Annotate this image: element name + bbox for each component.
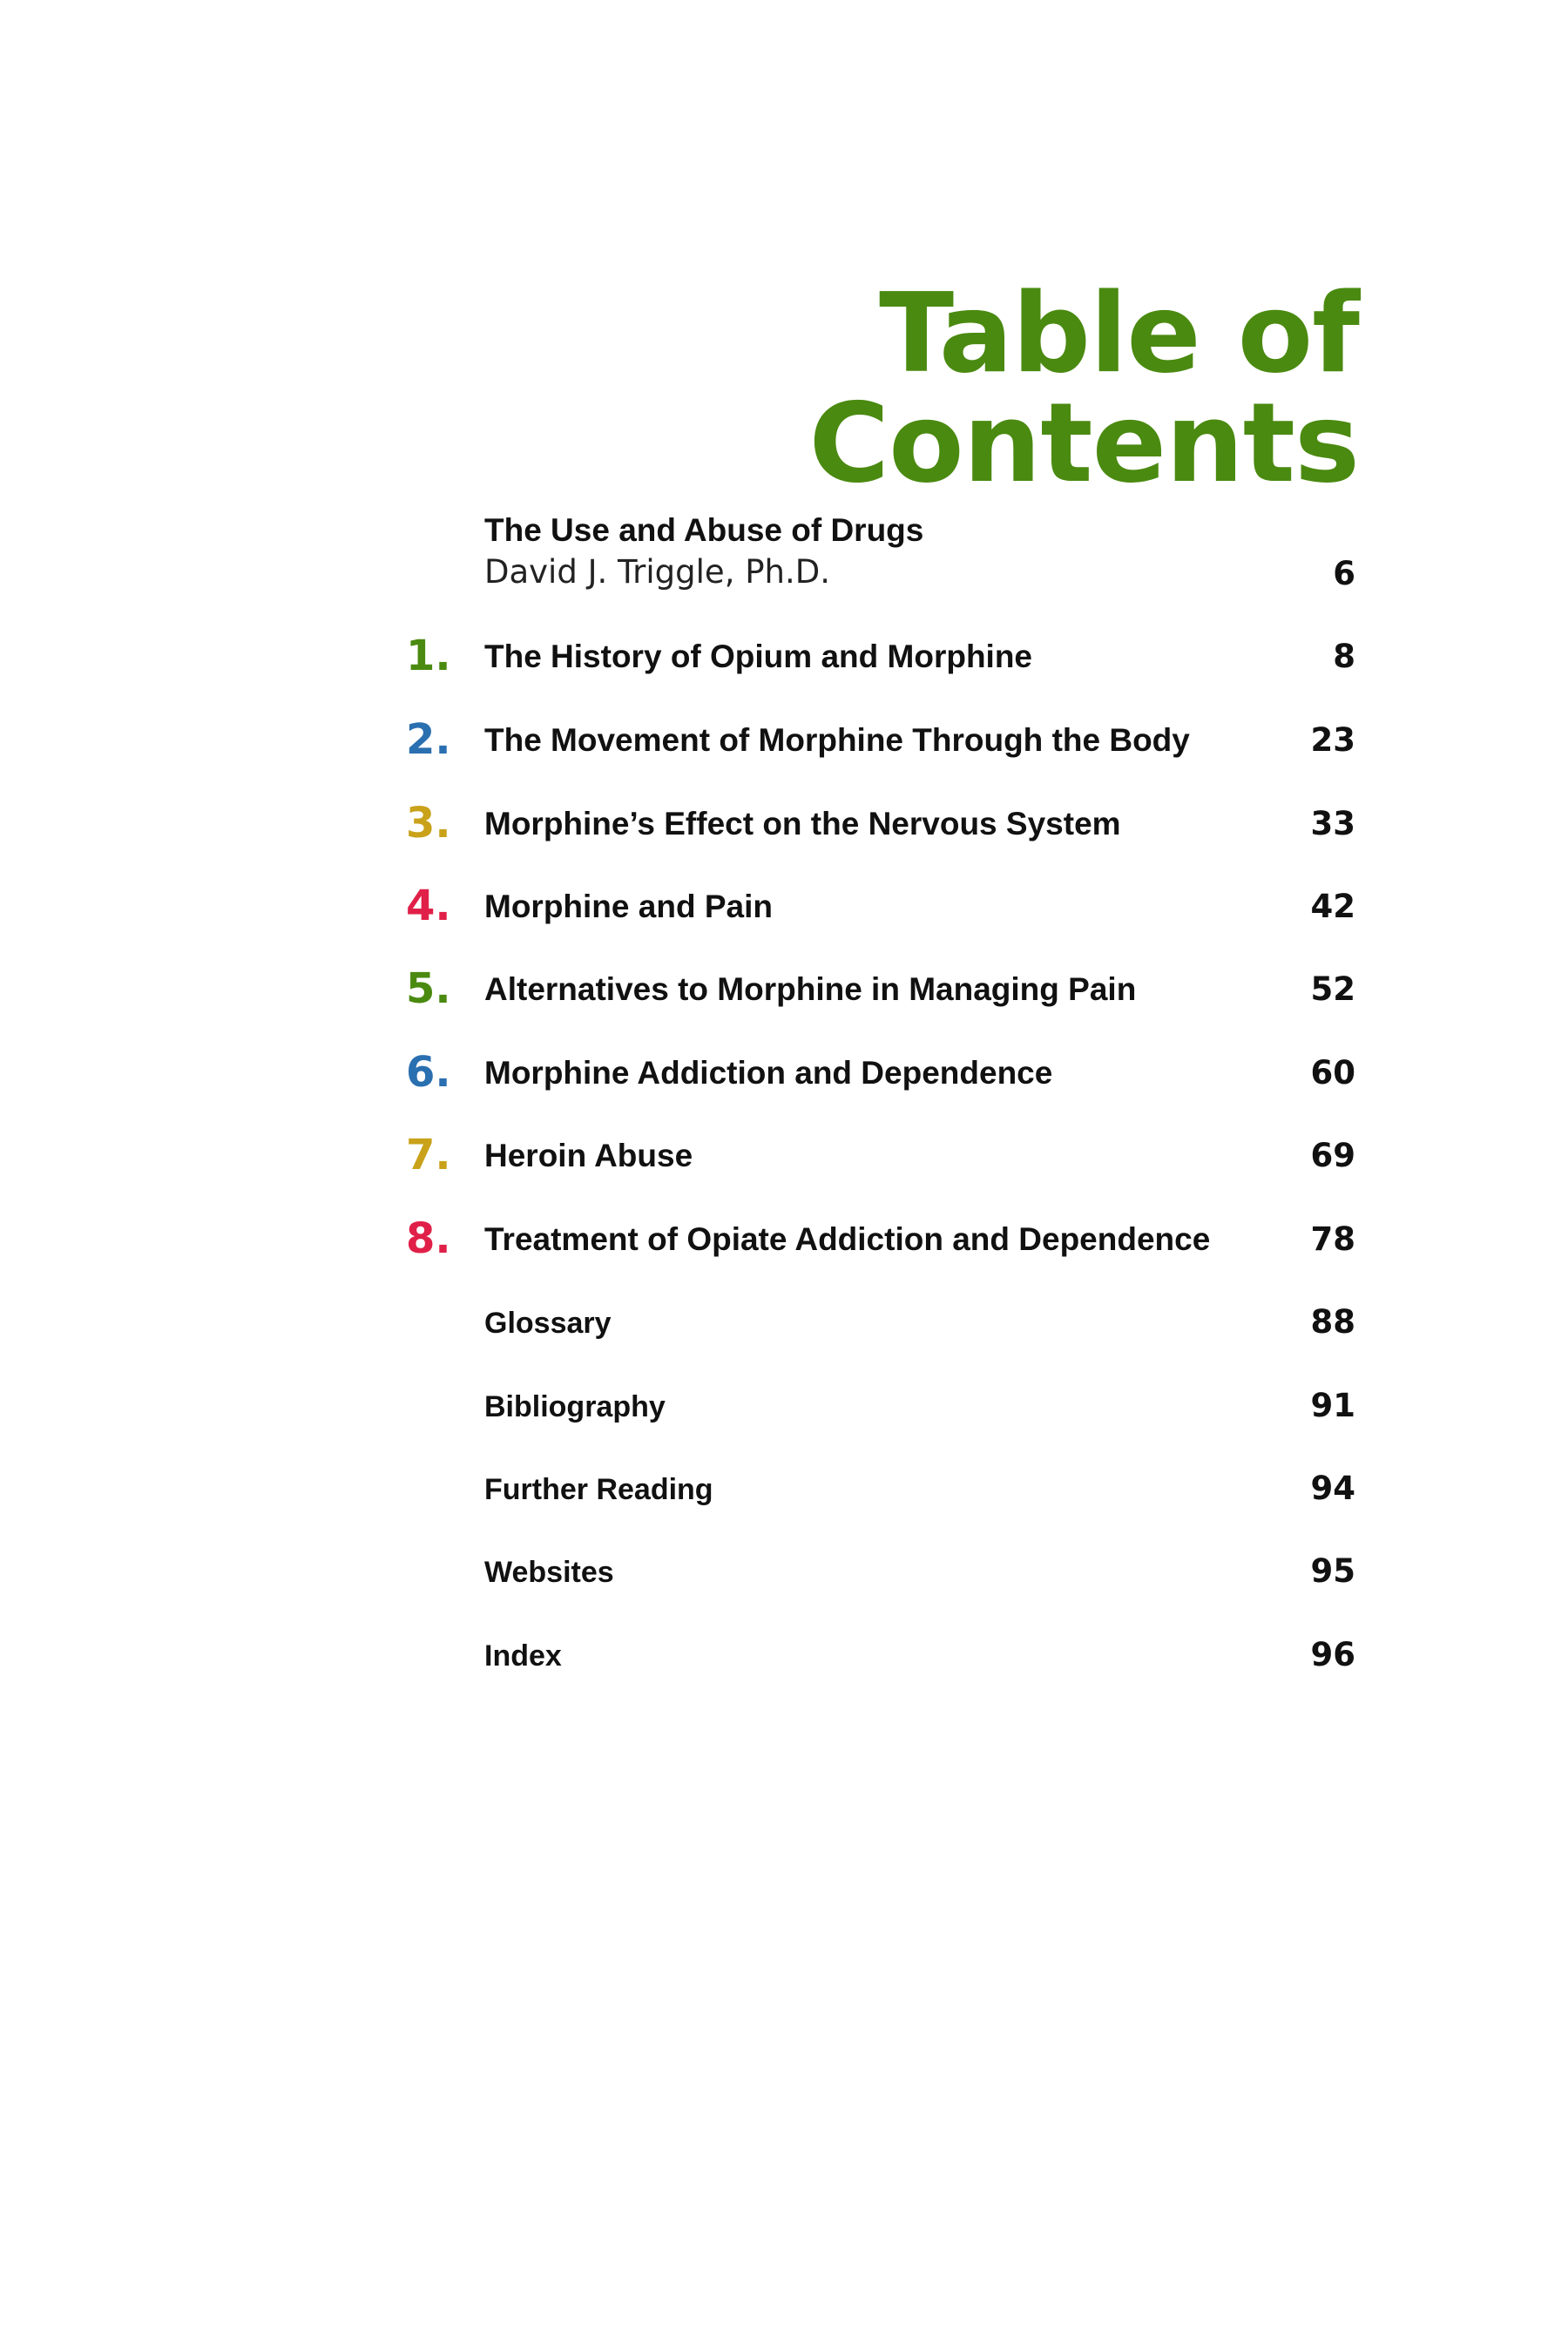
chapter-number: 6. — [406, 1048, 451, 1097]
toc-entry-glossary[interactable] — [0, 1303, 1568, 1349]
toc-entry-bibliography[interactable] — [0, 1389, 1568, 1433]
page-number: 91 — [1310, 1387, 1355, 1424]
back-matter-title: Bibliography — [484, 1390, 666, 1423]
toc-entry-chapter-3[interactable] — [0, 799, 1568, 851]
back-matter-title: Index — [484, 1639, 562, 1673]
chapter-number: 8. — [406, 1214, 451, 1263]
chapter-number: 7. — [406, 1131, 451, 1179]
chapter-title: Morphine Addiction and Dependence — [484, 1055, 1053, 1091]
toc-entry-further-reading[interactable] — [0, 1472, 1568, 1516]
chapter-title: The Movement of Morphine Through the Body — [484, 722, 1190, 758]
toc-entry-chapter-6[interactable] — [0, 1048, 1568, 1100]
page-number: 23 — [1310, 721, 1355, 759]
page-title: Table of Contents — [808, 269, 1359, 507]
chapter-title: Treatment of Opiate Addiction and Dependence — [484, 1221, 1211, 1257]
page-number: 78 — [1310, 1220, 1355, 1258]
page-number: 52 — [1310, 970, 1355, 1008]
back-matter-title: Further Reading — [484, 1473, 713, 1506]
page-number: 95 — [1310, 1552, 1355, 1590]
chapter-title: Heroin Abuse — [484, 1138, 693, 1173]
toc-entry-chapter-2[interactable] — [0, 715, 1568, 767]
back-matter-title: Websites — [484, 1556, 614, 1589]
chapter-number: 1. — [406, 632, 451, 680]
page-number: 8 — [1333, 638, 1355, 675]
chapter-number: 4. — [406, 882, 451, 930]
chapter-title: The History of Opium and Morphine — [484, 639, 1032, 674]
toc-entry-chapter-8[interactable] — [0, 1214, 1568, 1267]
page-number: 96 — [1310, 1636, 1355, 1673]
back-matter-title: Glossary — [484, 1307, 612, 1340]
toc-entry-chapter-1[interactable] — [0, 632, 1568, 684]
chapter-number: 5. — [406, 964, 451, 1013]
page-number: 88 — [1310, 1303, 1355, 1341]
page-number: 33 — [1310, 805, 1355, 842]
toc-entry-websites[interactable] — [0, 1552, 1568, 1598]
page-number: 94 — [1310, 1470, 1355, 1507]
chapter-number: 3. — [406, 799, 451, 848]
chapter-title: Morphine and Pain — [484, 889, 773, 924]
intro-title: The Use and Abuse of Drugs — [484, 512, 924, 548]
chapter-title: Alternatives to Morphine in Managing Pain — [484, 971, 1137, 1007]
toc-entry-chapter-4[interactable] — [0, 882, 1568, 934]
page-number: 69 — [1310, 1137, 1355, 1174]
intro-author: David J. Triggle, Ph.D. — [484, 553, 830, 591]
intro-page-number: 6 — [1333, 555, 1355, 592]
toc-entry-index[interactable] — [0, 1636, 1568, 1682]
chapter-title: Morphine’s Effect on the Nervous System — [484, 806, 1121, 841]
page-number: 60 — [1310, 1054, 1355, 1092]
toc-entry-chapter-5[interactable] — [0, 964, 1568, 1017]
toc-entry-chapter-7[interactable] — [0, 1131, 1568, 1183]
page-number: 42 — [1310, 888, 1355, 925]
chapter-number: 2. — [406, 715, 451, 764]
